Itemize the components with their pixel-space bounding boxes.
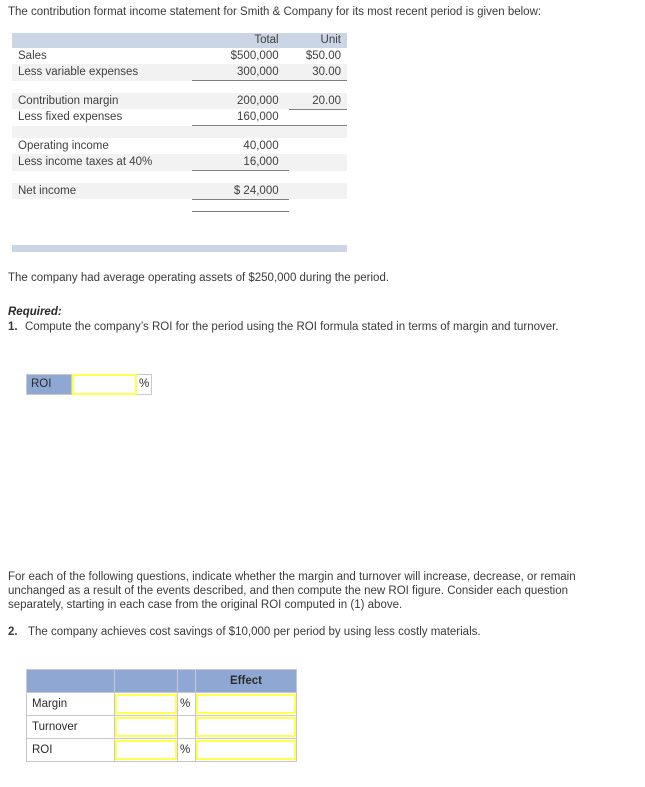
row-unit (289, 138, 347, 154)
turnover-effect-input[interactable] (196, 717, 296, 737)
row-label: Less variable expenses (12, 64, 192, 81)
subtotal-rule-row (12, 126, 347, 139)
row-total: 200,000 (192, 93, 288, 110)
effect-row-label: Turnover (27, 716, 115, 739)
unit-blank (289, 126, 347, 139)
rule-spacer (12, 126, 192, 139)
unit-double-rule (289, 109, 347, 126)
effect-header-blank-value (115, 670, 178, 693)
roi-value-input[interactable] (115, 740, 177, 760)
row-unit: $50.00 (289, 48, 347, 64)
roi-label: ROI (26, 374, 72, 395)
intro-paragraph: The contribution format income statement for Smith & Company for its most recent period is given below: (8, 6, 542, 18)
row-total: 16,000 (192, 154, 288, 171)
total-double-rule (192, 199, 288, 211)
row-total: $ 24,000 (192, 183, 288, 200)
effect-header-blank (27, 670, 115, 693)
table-row (12, 138, 347, 154)
effect-answer-table (26, 669, 297, 762)
effect-row-effect-cell (196, 716, 297, 739)
table-row (27, 716, 297, 739)
table-row (12, 109, 347, 126)
table-row (27, 693, 297, 716)
margin-effect-input[interactable] (196, 694, 296, 714)
unit-blank (289, 199, 347, 211)
question-1-text: Compute the company’s ROI for the period using the ROI formula stated in terms of margin and turnover. (25, 321, 559, 333)
table-row (12, 183, 347, 200)
effect-row-value-cell (115, 716, 178, 739)
effect-header-blank-pct (178, 670, 196, 693)
total-subtotal-rule (192, 81, 288, 93)
income-statement-table (12, 33, 347, 212)
roi-percent-sign: % (178, 739, 196, 762)
required-heading: Required: (8, 306, 62, 318)
header-blank (12, 33, 192, 48)
instructions-paragraph: For each of the following questions, indicate whether the margin and turnover will increase, decrease, or remain unchanged as a result of the events described, and then compute the new ROI figure. Consider each question separately, starting in each case from the original ROI computed in (1) above. (8, 571, 576, 611)
subtotal-rule-row (12, 171, 347, 183)
total-subtotal-rule (192, 126, 288, 139)
margin-percent-sign: % (178, 693, 196, 716)
effect-row-value-cell (115, 739, 178, 762)
total-subtotal-rule (192, 171, 288, 183)
row-label: Less fixed expenses (12, 109, 192, 126)
row-unit: 20.00 (289, 93, 347, 110)
row-unit (289, 183, 347, 200)
row-label: Less income taxes at 40% (12, 154, 192, 171)
table-row (12, 64, 347, 81)
effect-row-label: Margin (27, 693, 115, 716)
effect-row-effect-cell (196, 693, 297, 716)
question-2-text: The company achieves cost savings of $10,000 per period by using less costly materials. (28, 626, 481, 638)
table-row (12, 154, 347, 171)
effect-row-value-cell (115, 693, 178, 716)
row-total: $500,000 (192, 48, 288, 64)
table-header-row (12, 33, 347, 48)
roi-answer-row (26, 374, 152, 395)
question-2-number: 2. (8, 626, 18, 638)
header-total: Total (192, 33, 288, 48)
row-label: Operating income (12, 138, 192, 154)
rule-spacer (12, 81, 192, 93)
row-label: Contribution margin (12, 93, 192, 110)
margin-value-input[interactable] (115, 694, 177, 714)
effect-row-effect-cell (196, 739, 297, 762)
unit-subtotal-rule (289, 81, 347, 93)
table-row (27, 739, 297, 762)
effect-row-label: ROI (27, 739, 115, 762)
row-unit: 30.00 (289, 64, 347, 81)
effect-header-effect: Effect (196, 670, 297, 693)
unit-blank (289, 171, 347, 183)
subtotal-rule-row (12, 81, 347, 93)
question-1-number: 1. (8, 321, 18, 333)
grandtotal-rule-row (12, 199, 347, 211)
table-row (12, 48, 347, 64)
table-footer-bar (12, 245, 347, 252)
rule-spacer (12, 199, 192, 211)
turnover-value-input[interactable] (115, 717, 177, 737)
header-unit: Unit (289, 33, 347, 48)
row-label: Net income (12, 183, 192, 200)
operating-assets-note: The company had average operating assets of $250,000 during the period. (8, 272, 390, 284)
row-total: 300,000 (192, 64, 288, 81)
roi-input[interactable] (72, 374, 137, 395)
turnover-percent-sign (178, 716, 196, 739)
roi-percent-sign: % (137, 374, 152, 395)
row-label: Sales (12, 48, 192, 64)
row-unit (289, 154, 347, 171)
rule-spacer (12, 171, 192, 183)
table-row (12, 93, 347, 110)
effect-header-row (27, 670, 297, 693)
row-total: 40,000 (192, 138, 288, 154)
row-total: 160,000 (192, 109, 288, 126)
roi-effect-input[interactable] (196, 740, 296, 760)
